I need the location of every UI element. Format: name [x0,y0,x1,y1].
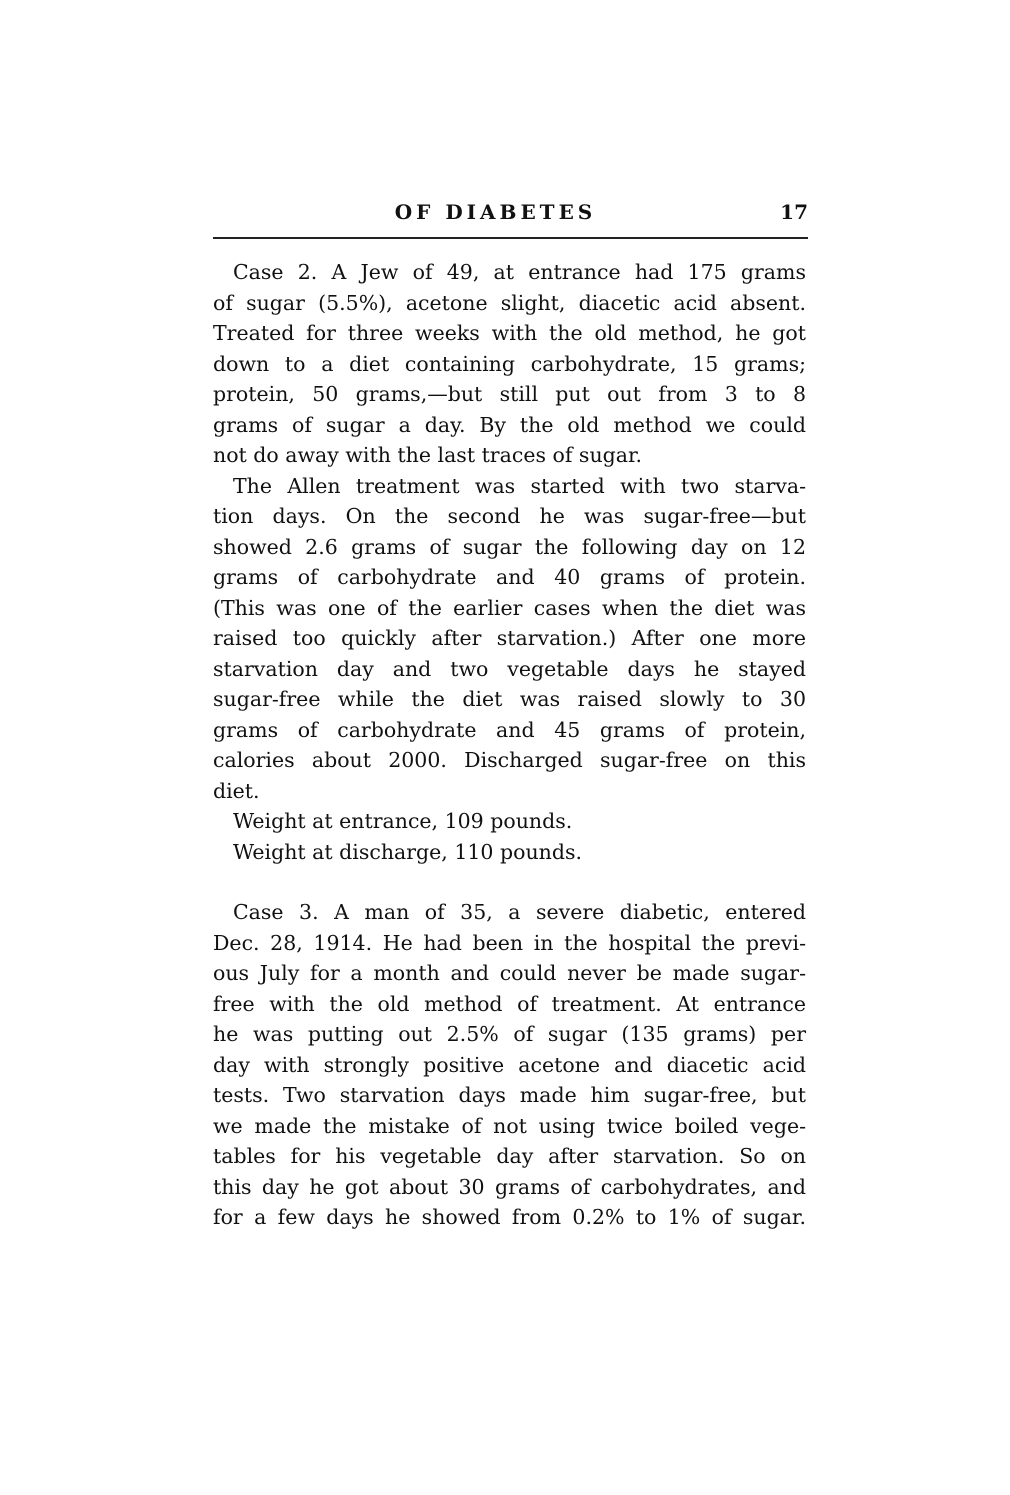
paragraph [213,806,806,837]
header-rule [213,237,808,239]
page-number: 17 [780,200,808,224]
text-line: sugar-free while the diet was raised slowly to 30 [213,687,806,711]
running-header [213,200,808,230]
paragraph [213,471,806,807]
text-line: of sugar (5.5%), acetone slight, diacetic acid absent. [213,290,806,315]
text-line: The Allen treatment was started with two starva- [233,473,806,498]
paragraph [213,837,806,868]
paragraph-gap [213,867,806,897]
text-line: day with strongly positive acetone and diacetic acid [213,1052,806,1077]
text-line: calories about 2000. Discharged sugar-free on this [213,748,806,772]
text-line: starvation day and two vegetable days he stayed [213,656,806,681]
text-line: Weight at entrance, 109 pounds. [233,809,573,833]
paragraph [213,257,806,471]
page-body [213,257,806,1233]
text-line: for a few days he showed from 0.2% to 1% of sugar. [213,1205,806,1229]
text-line: tables for his vegetable day after starvation. So on [213,1144,806,1168]
text-line: ous July for a month and could never be made sugar- [213,961,806,985]
paragraph [213,897,806,1233]
text-line: free with the old method of treatment. At entrance [213,991,806,1016]
text-line: Dec. 28, 1914. He had been in the hospital the previ- [213,930,806,955]
text-line: Case 3. A man of 35, a severe diabetic, entered [233,900,806,924]
text-line: not do away with the last traces of sugar. [213,443,643,467]
text-line: this day he got about 30 grams of carbohydrates, and [213,1174,806,1199]
text-line: we made the mistake of not using twice boiled vege- [213,1113,806,1138]
text-line: Treated for three weeks with the old method, he got [213,321,806,345]
text-line: grams of sugar a day. By the old method we could [213,412,806,437]
text-line: showed 2.6 grams of sugar the following day on 12 [213,534,806,559]
text-line: raised too quickly after starvation.) After one more [213,626,806,650]
text-line: Weight at discharge, 110 pounds. [233,839,583,864]
text-line: (This was one of the earlier cases when the diet was [213,595,806,620]
text-line: protein, 50 grams,—but still put out from 3 to 8 [213,382,806,406]
text-line: down to a diet containing carbohydrate, 15 grams; [213,351,806,376]
text-line: tests. Two starvation days made him sugar-free, but [213,1083,806,1107]
text-line: tion days. On the second he was sugar-free—but [213,504,806,528]
text-line: grams of carbohydrate and 45 grams of protein, [213,717,806,742]
text-line: he was putting out 2.5% of sugar (135 grams) per [213,1022,806,1046]
text-line: diet. [213,778,260,803]
text-line: grams of carbohydrate and 40 grams of protein. [213,565,806,589]
text-line: Case 2. A Jew of 49, at entrance had 175 grams [233,260,806,284]
running-title: OF DIABETES [394,200,597,224]
